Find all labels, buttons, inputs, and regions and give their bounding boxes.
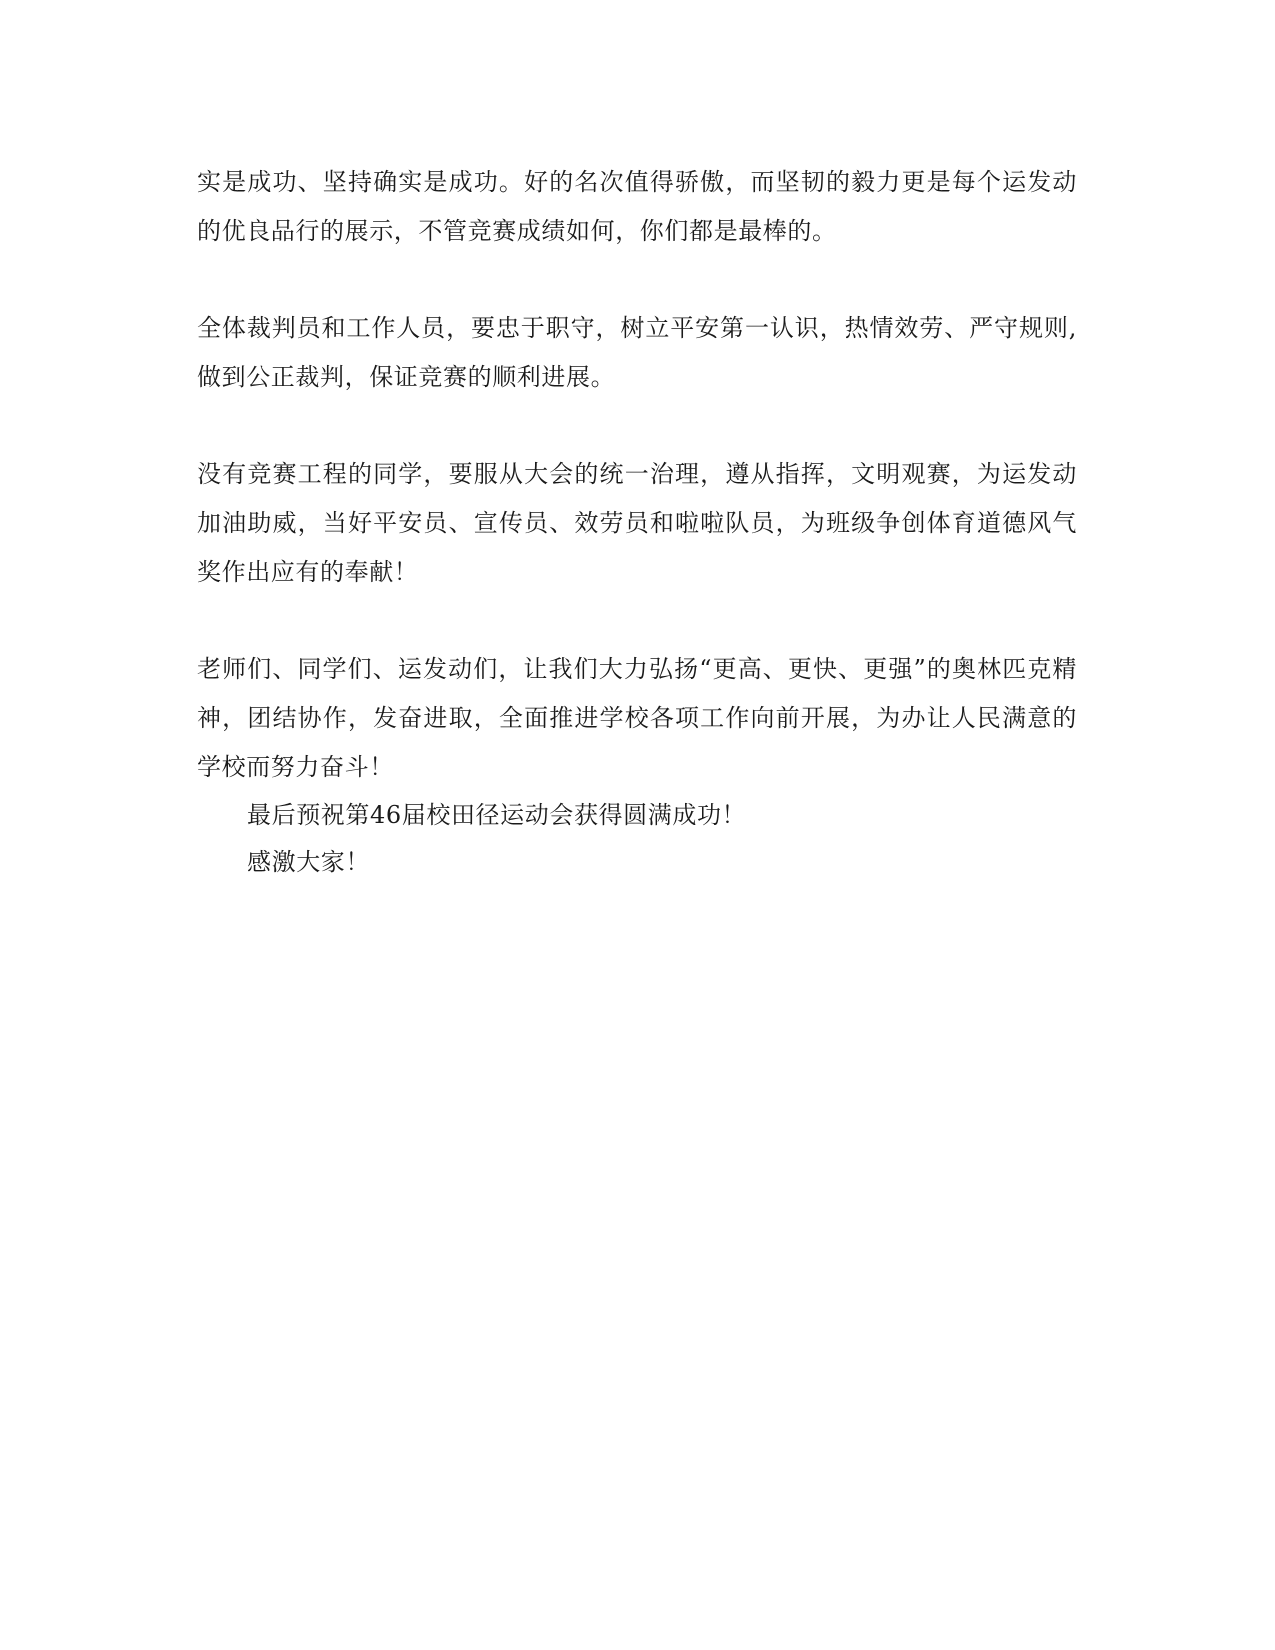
paragraph-referees: 全体裁判员和工作人员，要忠于职守，树立平安第一认识，热情效劳、严守规则, 做到公正裁判，保证竞赛的顺利进展。 xyxy=(197,314,1077,391)
paragraph-spectators: 没有竞赛工程的同学，要服从大会的统一治理，遵从指挥，文明观赛，为运发动加油助威，当好平安员、宣传员、效劳员和啦啦队员，为班级争创体育道德风气奖作出应有的奉献！ xyxy=(197,460,1077,586)
closing-wish: 最后预祝第46届校田径运动会获得圆满成功！ xyxy=(247,801,747,829)
closing-thanks: 感激大家！ xyxy=(247,848,370,876)
paragraph-athletes: 实是成功、坚持确实是成功。好的名次值得骄傲，而坚韧的毅力更是每个运发动的优良品行的展示，不管竞赛成绩如何，你们都是最棒的。 xyxy=(197,168,1077,245)
document-page xyxy=(197,158,1077,886)
paragraph-call-to-action: 老师们、同学们、运发动们，让我们大力弘扬“更高、更快、更强”的奥林匹克精神，团结协作，发奋进取，全面推进学校各项工作向前开展，为办让人民满意的学校而努力奋斗！ xyxy=(197,655,1077,781)
